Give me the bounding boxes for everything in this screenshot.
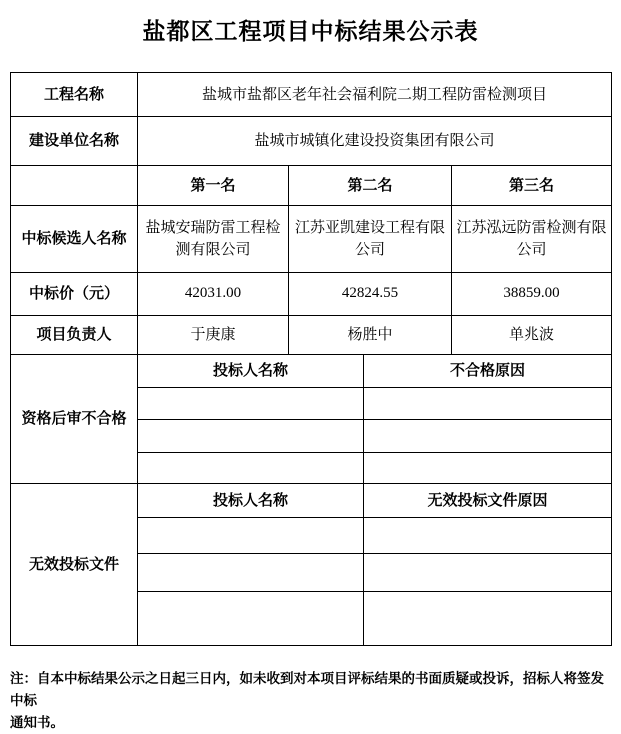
invalid-reason-cell	[364, 554, 612, 592]
rank-third-header: 第三名	[452, 166, 612, 206]
candidate-second: 江苏亚凯建设工程有限公司	[289, 206, 452, 273]
owner-name-row	[11, 117, 612, 166]
invalid-bidder-cell	[138, 554, 364, 592]
postqual-bidder-header: 投标人名称	[138, 355, 364, 388]
invalid-reason-cell	[364, 518, 612, 554]
footnote	[10, 668, 610, 734]
invalid-header-row	[11, 484, 612, 518]
invalid-reason-cell	[364, 592, 612, 646]
candidate-first: 盐城安瑞防雷工程检测有限公司	[138, 206, 289, 273]
candidate-third: 江苏泓远防雷检测有限公司	[452, 206, 612, 273]
invalid-reason-header: 无效投标文件原因	[364, 484, 612, 518]
rank-corner-empty-cell	[11, 166, 138, 206]
postqual-reason-cell	[364, 420, 612, 453]
project-manager-second: 杨胜中	[289, 316, 452, 355]
owner-name-value: 盐城市城镇化建设投资集团有限公司	[138, 117, 612, 166]
rank-second-header: 第二名	[289, 166, 452, 206]
project-manager-row	[11, 316, 612, 355]
bid-result-table	[10, 72, 612, 646]
postqual-bidder-cell	[138, 453, 364, 484]
postqual-reason-cell	[364, 453, 612, 484]
project-manager-first: 于庚康	[138, 316, 289, 355]
project-name-row	[11, 73, 612, 117]
page-title: 盐都区工程项目中标结果公示表	[142, 18, 479, 44]
postqual-bidder-cell	[138, 388, 364, 420]
invalid-bidder-header: 投标人名称	[138, 484, 364, 518]
bid-price-label: 中标价（元）	[11, 273, 138, 316]
invalid-section-label: 无效投标文件	[11, 484, 138, 646]
postqual-bidder-cell	[138, 420, 364, 453]
bid-price-first: 42031.00	[138, 273, 289, 316]
bid-price-second: 42824.55	[289, 273, 452, 316]
postqual-section-label: 资格后审不合格	[11, 355, 138, 484]
invalid-bidder-cell	[138, 518, 364, 554]
footnote-line-2: 通知书。	[10, 715, 64, 730]
postqual-header-row	[11, 355, 612, 388]
project-name-value: 盐城市盐都区老年社会福利院二期工程防雷检测项目	[138, 73, 612, 117]
postqual-reason-header: 不合格原因	[364, 355, 612, 388]
bid-price-third: 38859.00	[452, 273, 612, 316]
footnote-line-1: 注：自本中标结果公示之日起三日内，如未收到对本项目评标结果的书面质疑或投诉，招标人将签发中标	[10, 671, 604, 708]
postqual-reason-cell	[364, 388, 612, 420]
project-manager-label: 项目负责人	[11, 316, 138, 355]
candidates-row	[11, 206, 612, 273]
bid-price-row	[11, 273, 612, 316]
owner-name-label: 建设单位名称	[11, 117, 138, 166]
rank-header-row	[11, 166, 612, 206]
document-page	[0, 13, 621, 730]
project-name-label: 工程名称	[11, 73, 138, 117]
candidates-label: 中标候选人名称	[11, 206, 138, 273]
project-manager-third: 单兆波	[452, 316, 612, 355]
rank-first-header: 第一名	[138, 166, 289, 206]
invalid-bidder-cell	[138, 592, 364, 646]
